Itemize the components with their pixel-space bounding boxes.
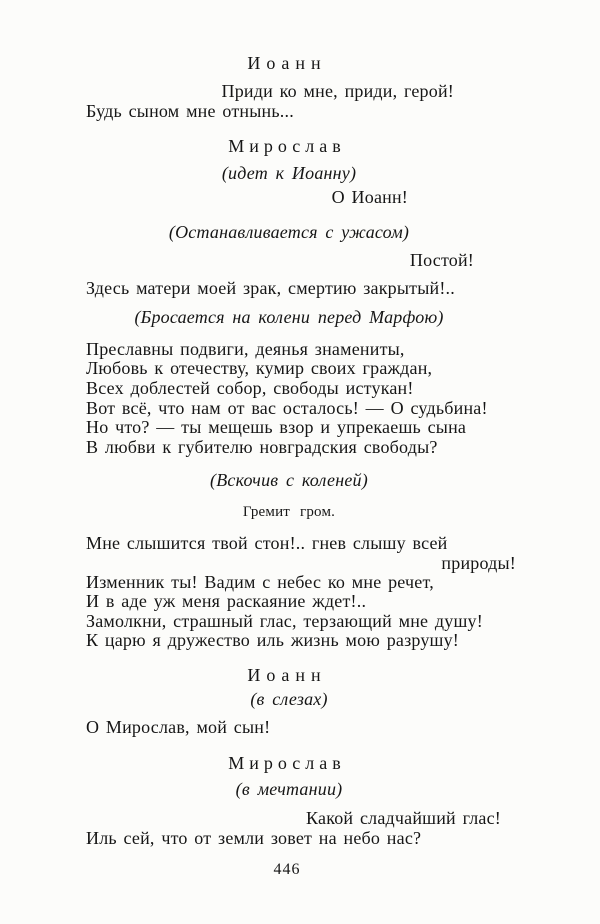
speaker-heading: Иоанн xyxy=(247,53,327,73)
page-number: 446 xyxy=(273,861,301,878)
sound-remark: Гремит гром. xyxy=(242,504,336,520)
verse-line: В любви к губителю новградския свободы? xyxy=(86,437,438,457)
verse-line: Изменник ты! Вадим с небес ко мне речет, xyxy=(86,572,434,592)
stage-direction: (в слезах) xyxy=(250,689,328,709)
verse-line: О Иоанн! xyxy=(331,187,408,207)
speaker-heading: Мирослав xyxy=(228,136,346,156)
verse-line: Мне слышится твой стон!.. гнев слышу всей xyxy=(86,533,448,553)
verse-line: Приди ко мне, приди, герой! xyxy=(221,81,454,101)
stage-direction: (Бросается на колени перед Марфою) xyxy=(134,307,444,327)
speaker-heading: Мирослав xyxy=(228,753,346,773)
stage-direction: (Вскочив с коленей) xyxy=(210,470,368,490)
verse-line: Но что? — ты мещешь взор и упрекаешь сына xyxy=(86,417,467,437)
verse-line: Вот всё, что нам от вас осталось! — О судьбина! xyxy=(86,398,488,418)
speaker-heading: Иоанн xyxy=(247,665,327,685)
stage-direction: (в мечтании) xyxy=(235,779,343,799)
verse-line: И в аде уж меня раскаяние ждет!.. xyxy=(86,591,367,611)
verse-line: О Мирослав, мой сын! xyxy=(86,717,271,737)
verse-line: Замолкни, страшный глас, терзающий мне душу! xyxy=(86,611,483,631)
verse-line: природы! xyxy=(441,553,516,573)
verse-line: Преславны подвиги, деянья знамениты, xyxy=(86,339,405,359)
verse-line: Иль сей, что от земли зовет на небо нас? xyxy=(86,828,422,848)
verse-line: Всех доблестей собор, свободы истукан! xyxy=(86,378,414,398)
stage-direction: (идет к Иоанну) xyxy=(221,163,357,183)
verse-line: Будь сыном мне отнынь... xyxy=(86,101,294,121)
verse-line: Какой сладчайший глас! xyxy=(306,808,501,828)
verse-line: Любовь к отечеству, кумир своих граждан, xyxy=(86,358,433,378)
verse-line: К царю я дружество иль жизнь мою разрушу! xyxy=(86,630,460,650)
verse-line: Здесь матери моей зрак, смертию закрытый!.. xyxy=(86,278,455,298)
verse-line: Постой! xyxy=(409,250,474,270)
stage-direction: (Останавливается с ужасом) xyxy=(168,222,410,242)
